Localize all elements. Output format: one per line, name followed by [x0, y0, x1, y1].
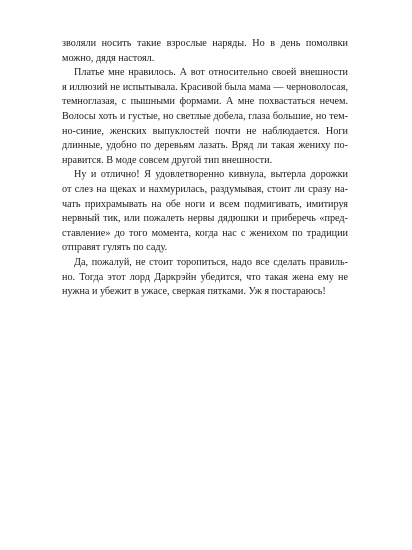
- text-line: нервный тик, или пожалеть нервы дядюшки и приберечь «пред-: [62, 213, 348, 225]
- page-text: [62, 37, 348, 300]
- text-line: можно, дядя настоял.: [62, 52, 155, 64]
- text-line: ставление» до того момента, когда нас с женихом по традиции: [62, 227, 348, 239]
- text-line: чать прихрамывать на обе ноги и всем подмигивать, имитируя: [62, 198, 348, 210]
- text-line: нравится. В моде совсем другой тип внешности.: [62, 154, 273, 166]
- text-line: от слез на щеках и нахмурилась, раздумывая, стоит ли сразу на-: [62, 183, 348, 195]
- text-line: я иллюзий не испытывала. Красивой была мама — черноволосая,: [62, 81, 348, 93]
- text-line: Да, пожалуй, не стоит торопиться, надо все сделать правиль-: [74, 256, 348, 268]
- text-line: Волосы хоть и густые, но светлые добела, глаза большие, но тем-: [62, 110, 348, 122]
- text-line: Ну и отлично! Я удовлетворенно кивнула, вытерла дорожки: [74, 169, 348, 181]
- text-line: но. Тогда этот лорд Даркрэйн убедится, что такая жена ему не: [62, 271, 348, 283]
- text-line: зволяли носить такие взрослые наряды. Но в день помолвки: [62, 38, 348, 49]
- text-line: темноглазая, с пышными формами. А мне похвастаться нечем.: [62, 96, 348, 108]
- text-line: длинные, удобно по деревьям лазать. Вряд ли такая жениху по-: [62, 140, 348, 152]
- text-line: но-синие, женских выпуклостей почти не наблюдается. Ноги: [62, 125, 348, 137]
- text-line: отправят гулять по саду.: [62, 242, 168, 254]
- text-line: Платье мне нравилось. А вот относительно своей внешности: [74, 67, 348, 79]
- text-line: нужна и убежит в ужасе, сверкая пятками. Уж я постараюсь!: [62, 286, 326, 298]
